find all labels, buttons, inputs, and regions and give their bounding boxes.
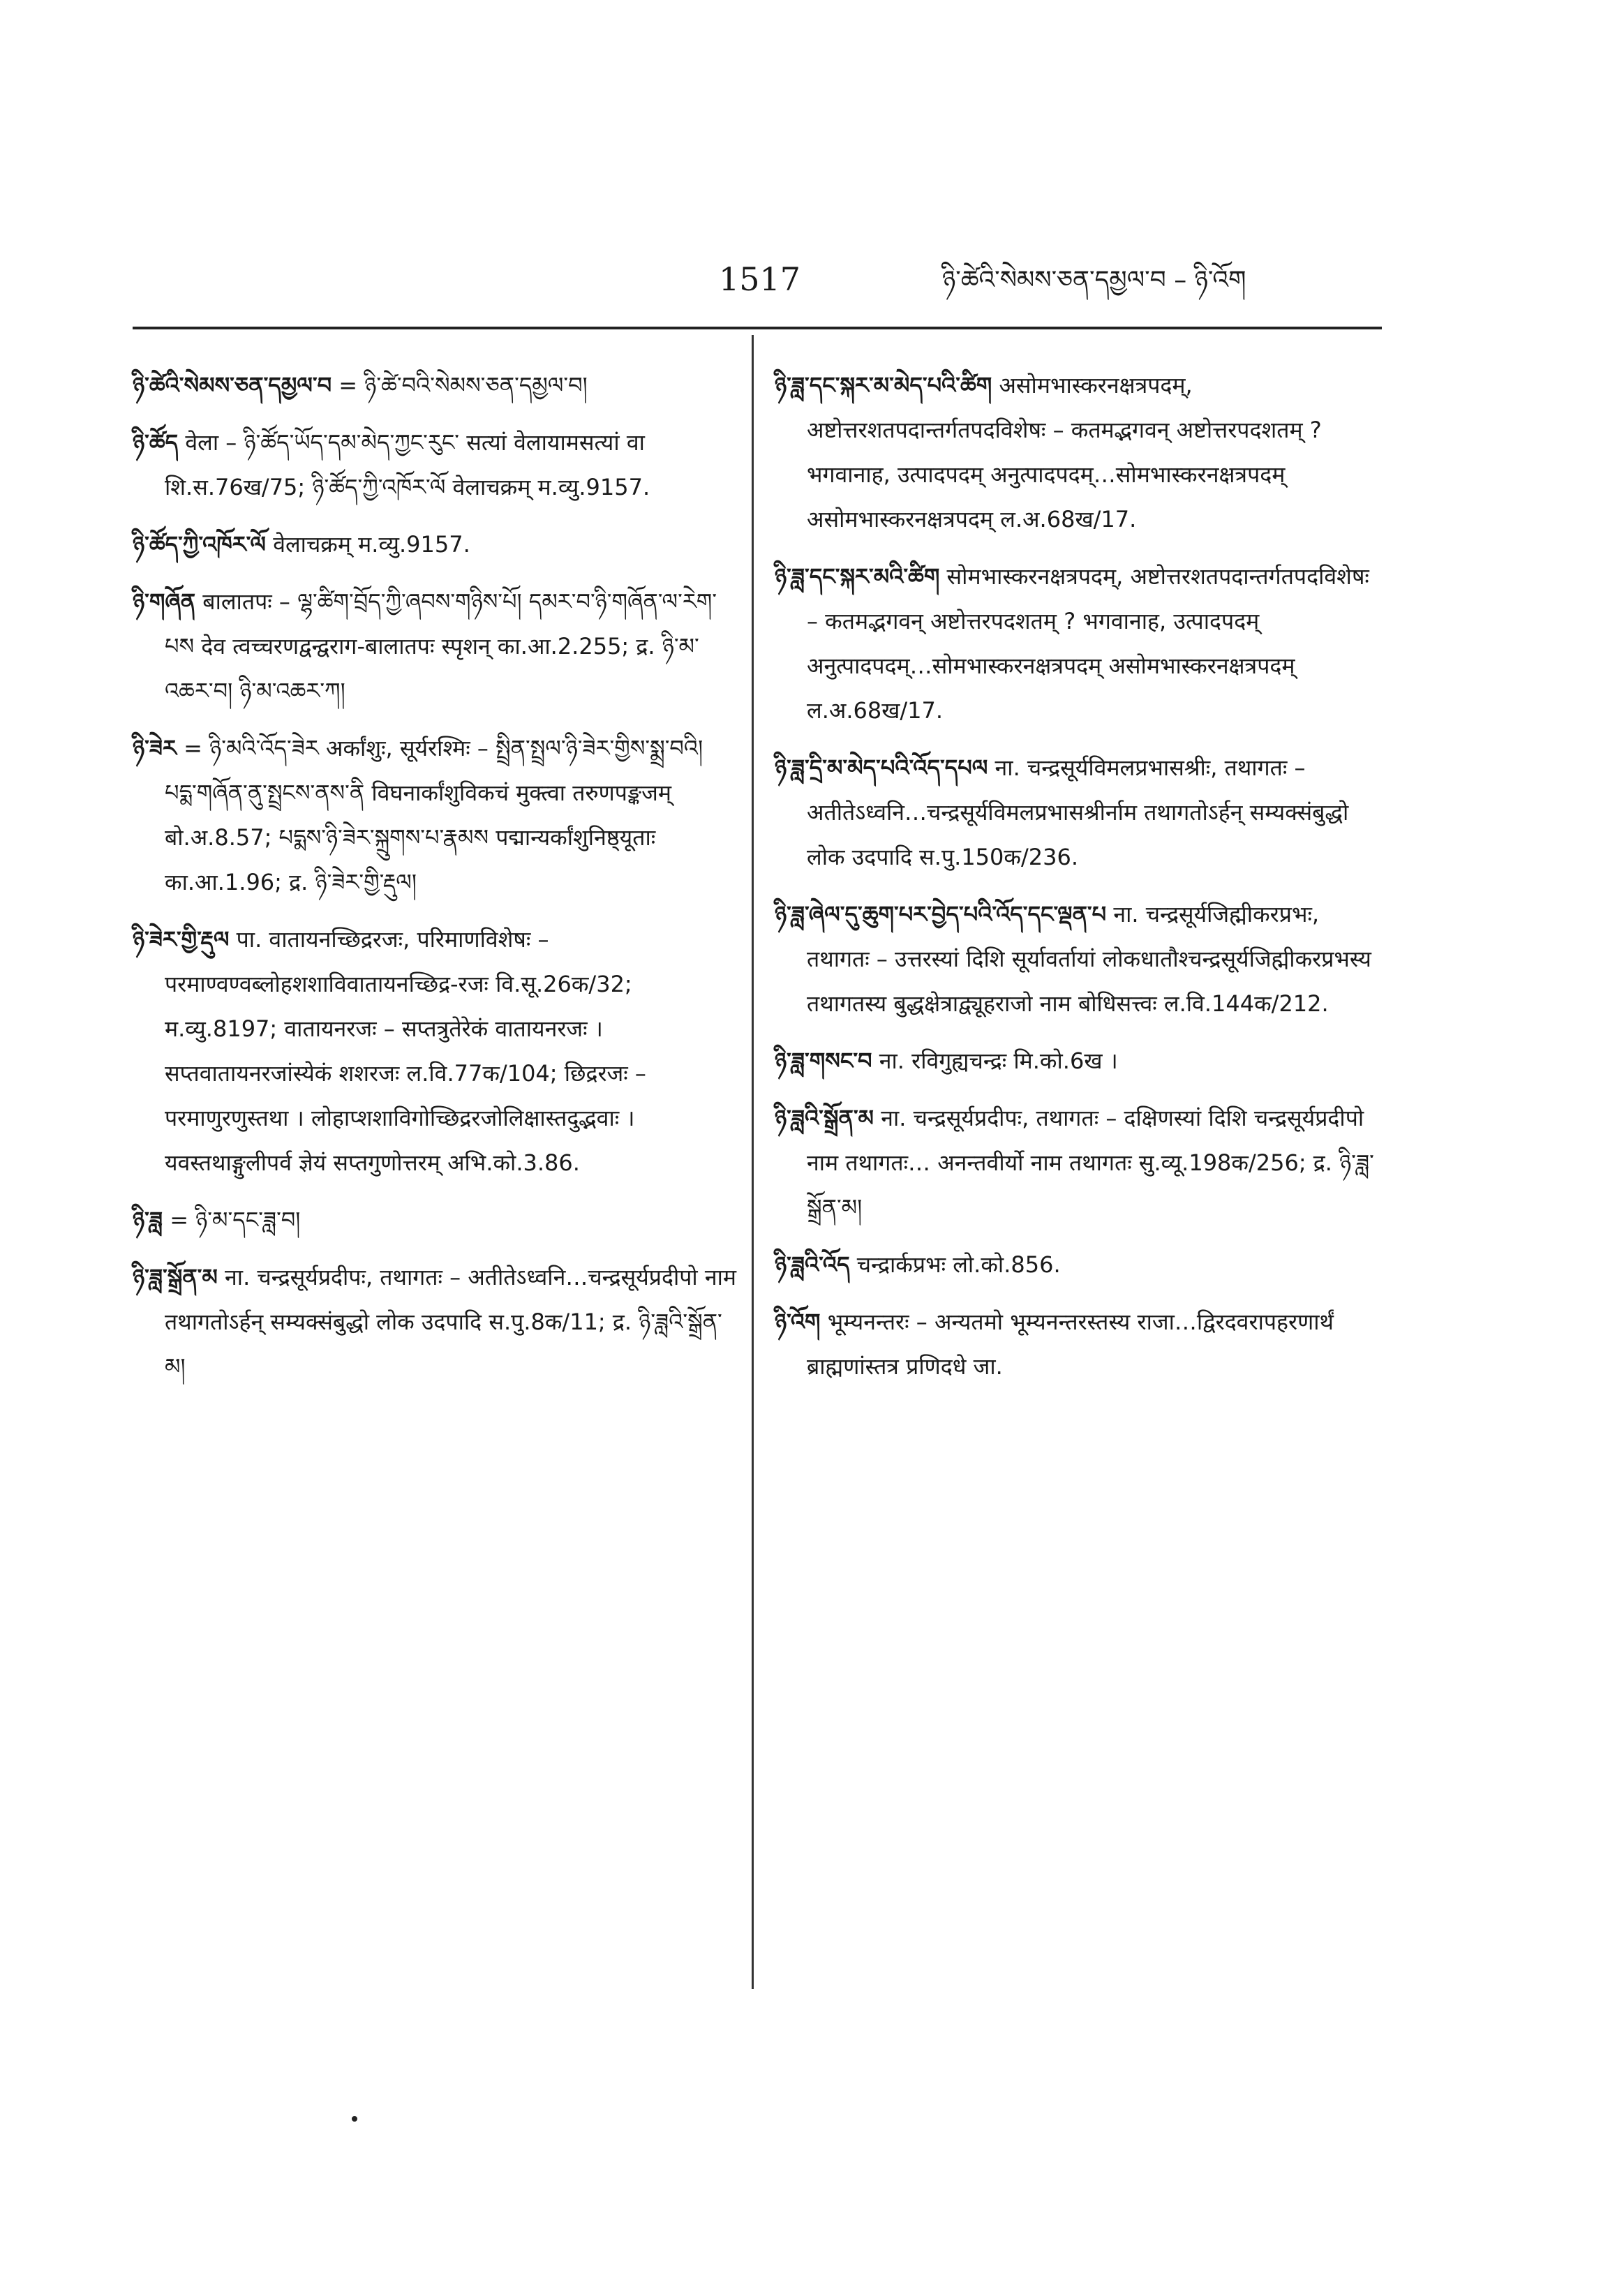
entry-body: असोमभास्करनक्षत्रपदम्, अष्टोत्तरशतपदान्तर्गतपदविशेषः – कतमद्भगवन् अष्टोत्तरपदशतम् ? भगवानाह, उत्पादपदम् अनुत्पादपदम्…सोमभास्करनक्षत्रपदम् असोमभास्करनक्षत्रपदम् ल.अ.68ख/17. — [807, 372, 1322, 532]
header-rule — [133, 327, 1382, 329]
page-header — [0, 258, 1624, 314]
entry-body: = ཉི་མ་དང་ཟླ་བ། — [170, 1207, 301, 1233]
dictionary-entry — [133, 522, 740, 567]
entry-headword: ཉི་ཟླ — [133, 1207, 163, 1233]
entry-body: ना. रविगुह्यचन्द्रः मि.को.6ख । — [879, 1048, 1118, 1074]
entry-body: चन्द्रार्कप्रभः लो.को.856. — [856, 1251, 1061, 1278]
dictionary-entry — [775, 1242, 1382, 1287]
entry-headword: ཉི་ཟླ་སྒྲོན་མ — [133, 1264, 218, 1290]
entry-headword: ཉི་ཟླ་གསང་བ — [775, 1048, 872, 1074]
dictionary-entry — [133, 363, 740, 408]
dictionary-entry — [775, 1038, 1382, 1083]
entry-body: ना. चन्द्रसूर्यविमलप्रभासश्रीः, तथागतः – अतीतेऽध्वनि…चन्द्रसूर्यविमलप्रभासश्रीर्नाम तथागतोऽर्हन् सम्यक्संबुद्धो लोक उदपादि स.पु.150क/236. — [807, 754, 1349, 870]
right-column — [775, 363, 1382, 1401]
entry-headword: ཉི་འོག — [775, 1309, 821, 1335]
entry-body: = ཉི་ཚེ་བའི་སེམས་ཅན་དམྱལ་བ། — [338, 372, 588, 399]
left-column — [133, 363, 740, 1401]
entry-body: बालातपः – ལྷ་ཚིག་བྲོད་ཀྱི་ཞབས་གཉིས་པོ། དམར་བ་ཉི་གཞོན་ལ་རེག་པས देव त्वच्चरणद्वन्द्वराग-बालातपः स्पृशन् का.आ.2.255; द्र. ཉི་མ་འཆར་བ། ཉི་མ་འཆར་ཀ། — [165, 588, 717, 704]
entry-headword: ཉི་ཟླ་དྲི་མ་མེད་པའི་འོད་དཔལ — [775, 754, 988, 781]
entry-headword: ཉི་ཟླ་ཞེལ་དུ་ཆུག་པར་བྱེད་པའི་འོད་དང་ལྡན་པ — [775, 901, 1107, 928]
entry-headword: ཉི་ཟླ་དང་སྐར་མའི་ཚིག — [775, 563, 940, 590]
dictionary-entry — [133, 726, 740, 904]
entry-headword: ཉི་གཞོན — [133, 588, 196, 615]
entry-body: वेलाचक्रम् म.व्यु.9157. — [273, 531, 470, 558]
entry-body: = ཉི་མའི་འོད་ཟེར अर्कांशुः, सूर्यरश्मिः – སྤྲིན་སྤྲལ་ཉི་ཟེར་གྱིས་སྨྲ་བའི། པདྨ་གཞོན་ནུ་སྤྲངས་ནས་ནི विघनार्कांशुविकचं मुक्त्वा तरुणपङ्कजम् बो.अ.8.57; པདྨས་ཉི་ཟེར་སྐྲུགས་པ་རྣམས पद्मान्यर्कांशुनिष्ठ्यूताः का.आ.1.96; द्र. ཉི་ཟེར་གྱི་རྡུལ། — [165, 735, 703, 895]
entry-body: पा. वातायनच्छिद्ररजः, परिमाणविशेषः – परमाण्वण्वब्लोहशशाविवातायनच्छिद्र-रजः वि.सू.26क/32; म.व्यु.8197; वातायनरजः – सप्तत्रुतेरेकं वातायनरजः । सप्तवातायनरजांस्येकं शशरजः ल.वि.77क/104; छिद्ररजः – परमाणुरणुस्तथा । लोहाप्शशाविगोच्छिद्ररजोलिक्षास्तदुद्भवाः । यवस्तथाङ्गुलीपर्व ज्ञेयं सप्तगुणोत्तरम् अभि.को.3.86. — [165, 926, 646, 1176]
entry-body: ना. चन्द्रसूर्यप्रदीपः, तथागतः – अतीतेऽध्वनि…चन्द्रसूर्यप्रदीपो नाम तथागतोऽर्हन् सम्यक्संबुद्धो लोक उदपादि स.पु.8क/11; द्र. ཉི་ཟླའི་སྒྲོན་མ། — [165, 1264, 737, 1380]
entry-headword: ཉི་ཟླ་དང་སྐར་མ་མེད་པའི་ཚིག — [775, 372, 992, 399]
dictionary-entry — [775, 1096, 1382, 1230]
entry-headword: ཉི་ཟེར་གྱི་རྡུལ — [133, 926, 230, 953]
dictionary-entry — [133, 420, 740, 509]
dictionary-entry — [133, 579, 740, 713]
running-head: ཉི་ཚེའི་སེམས་ཅན་དམྱལ་བ – ཉི་འོག — [942, 266, 1246, 295]
entry-headword: ཉི་ཚེའི་སེམས་ཅན་དམྱལ་བ — [133, 372, 332, 399]
entry-headword: ཉི་ཟེར — [133, 735, 177, 761]
dictionary-entry — [133, 917, 740, 1185]
dictionary-entry — [775, 363, 1382, 542]
dictionary-entry — [133, 1198, 740, 1242]
column-divider — [752, 335, 754, 1989]
entry-headword: ཉི་ཟླའི་འོད — [775, 1251, 850, 1278]
entry-headword: ཉི་ཚོད — [133, 429, 179, 456]
entry-headword: ཉི་ཟླའི་སྒྲོན་མ — [775, 1105, 874, 1131]
dictionary-entry — [775, 1299, 1382, 1389]
dictionary-entry — [775, 554, 1382, 733]
entry-body: ना. चन्द्रसूर्यप्रदीपः, तथागतः – दक्षिणस्यां दिशि चन्द्रसूर्यप्रदीपो नाम तथागतः… अनन्तवीर्यो नाम तथागतः सु.व्यू.198क/256; द्र. ཉི་ཟླ་སྒྲོན་མ། — [807, 1105, 1374, 1221]
entry-headword: ཉི་ཚོད་ཀྱི་འཁོར་ལོ — [133, 531, 267, 558]
entry-body: भूम्यनन्तरः – अन्यतमो भूम्यनन्तरस्तस्य राजा…द्विरदवरापहरणार्थं ब्राह्मणांस्तत्र प्रणिदधे जा. — [807, 1309, 1334, 1380]
dictionary-entry — [775, 892, 1382, 1026]
page-number: 1517 — [719, 260, 801, 298]
dictionary-entry — [775, 745, 1382, 879]
entry-body: ना. चन्द्रसूर्यजिह्मीकरप्रभः, तथागतः – उत्तरस्यां दिशि सूर्यावर्तायां लोकधातौश्चन्द्रसूर्यजिह्मीकरप्रभस्य तथागतस्य बुद्धक्षेत्राद्व्यूहराजो नाम बोधिसत्त्वः ल.वि.144क/212. — [807, 901, 1371, 1017]
ink-speck — [352, 2116, 357, 2122]
dictionary-entry — [133, 1255, 740, 1389]
entry-body: सोमभास्करनक्षत्रपदम्, अष्टोत्तरशतपदान्तर्गतपदविशेषः – कतमद्भगवन् अष्टोत्तरपदशतम् ? भगवानाह, उत्पादपदम् अनुत्पादपदम्…सोमभास्करनक्षत्रपदम् असोमभास्करनक्षत्रपदम् ल.अ.68ख/17. — [807, 563, 1369, 724]
entry-body: वेला – ཉི་ཚོད་ཡོད་དམ་མེད་ཀྱང་རུང་ सत्यां वेलायामसत्यां वा शि.स.76ख/75; ཉི་ཚོད་ཀྱི་འཁོར་ལོ वेलाचक्रम् म.व्यु.9157. — [165, 429, 650, 500]
